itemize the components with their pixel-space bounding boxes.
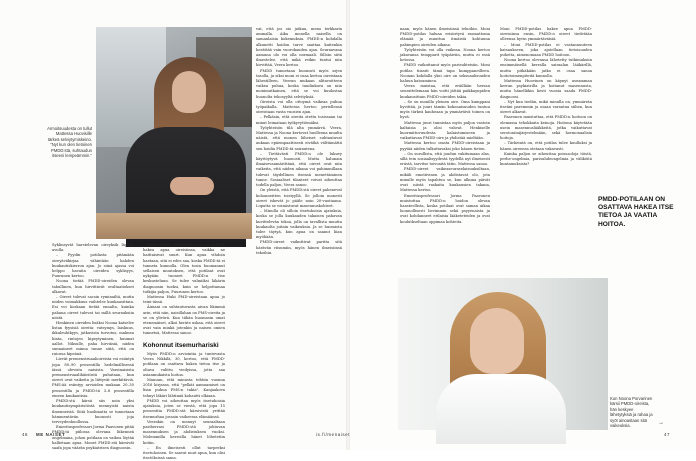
body-paragraph: – Tiettävästi PMDD:n ole lukuvy käyttöytyvä huonosti. Mutta halunain ilmaisevanmärittänä, että oireet ovat niin vaikeita, että niiden aikana voi pahimmillaan tulevat täydellinen itsensä menettäminen tunne. Sosiaaliset tilanteet voivat aiheuttaa todella paljon, Veera sanoo. (256, 151, 342, 188)
body-paragraph: – Tärkeintä on, että potilas tulee kuulluksi ja hänen oireensa otetaan vakavasti. (500, 141, 592, 151)
body-paragraph: Mattessa Huovinen on käynyt useamman kerran psykiatrilla ja hoitanut masennusta, mutta hänelläkin kesti vuosia saada PMDD-diagnoosi. (500, 79, 592, 99)
body-paragraph: Emeritusprofessori Jorma Paavonen muistuttaa PMDD:n hoidon olevan haasteellista, koska potilaat ovat saman aikaa luonnollisesti lievimmin sekä psyyenaista ja ovat kohdanneet erilaisia lääketeteiden ja ovat koulutkseltaan oppimaa kohteita. (400, 193, 490, 224)
website-url[interactable]: is.fi/menaiset (316, 432, 351, 437)
body-paragraph: PMDD-oireet vaikeaseuraselaisuuksiltaan, mikäli emotiivinen ja ahdistavat olo, jota minulle myös tapahtuu se, kun alkuna päivät ovat niistä raskaita kuukausien takana, Mattessa kertoo. (400, 167, 490, 193)
body-paragraph: Myös PMDD:n arviointia ja tuntevasta Veera Nikkilä, 30, kertoo, että PMDD-potilaan on osattava hakea tietoa itse ja oltava valittu viedyissa, jotta saa asianmukaista hoitoa. (143, 352, 225, 377)
subheading: Kohonnut itsemurhariski (143, 341, 219, 349)
body-column-e (400, 27, 490, 267)
body-paragraph: Kuinka paljon se aiheuttaa poissaoloja töistä, perhe-ongelmia, parisuhdeongelmia ja väliköitä kuntamuksista? (500, 151, 592, 167)
caption-left-text: Armoitsuudesta on tullut Mattessa Huovisille tärkeä selviytymiskeino. "Nyt kun olen tietoinen PMDD:stä, suhtaudun itseeni lempeämmin." (47, 126, 92, 159)
body-paragraph: – Nyt kun tiedän, mikä minulla on, ymmärrän itseäni paremmin ja osaan varautua siihen, kun oireet alkavat. (500, 99, 592, 115)
body-paragraph: – On surullista, että joudun vakitumaan alas, sillä tein sosiaalisyydestä tyydellä nyt ilmeisesti erästä, tarvitse toivoaitä tätin. Mattessa sanoo. (400, 151, 490, 167)
magazine-name: ME NAISET (36, 432, 66, 437)
body-paragraph: Oireista voi olla ottoymä vaikeaa puhua työpaikalla. Mattessa hertoo periellensä oireistaan vasta vuosien ajan. (256, 99, 342, 115)
body-paragraph: Veerakin on menuyt seuraaltaan pariherrasi PMDD:stä johtuvan masennuksen ja ahdistuksen vuoksi. Molemmilla kerroilla hänet löhetetiin kotiin. (143, 419, 225, 445)
body-column-b (143, 243, 225, 461)
page-gutter (346, 0, 350, 450)
body-paragraph: PMDD tunnetaan huonosti myös arjen tasolla, ja siksi moni ei osaa kertoa oireistaan lähestilleen. Veeran mukaan alitavoitteen vaikea puhua, koska taudinkuva on niin monimutkainen, että se voi kuulostaa huonolta tekosyyltä selvityksiä. (256, 68, 342, 99)
pull-quote: PMDD-POTILAAN ON OSATTAVA HAKEA ITSE TIETOA JA VAATIA HOITOA. (598, 196, 674, 228)
body-paragraph: Lievät premenstruaalioireista voi esiintyä jopa 80–90 prosentilla hedelmällisessä iässä olevista naisista. Varsinaisista premenstruaalihäiriöstä puhutaan, kun oireet ovat vaikeita ja liittyvät merkittäviä. PMS:ää esiintyy arvioiden mukaan 20–30 prosentilla ja PMDD:tä 3–8 prosentilla emeen kuukautisia. (52, 357, 134, 398)
body-column-d (256, 27, 342, 403)
body-paragraph: naan, myös hänen ilmeisiinsä tekoihin. Moni PMDD-potilas haluaa erisiirtyvä rasmattoma elämää ja muuttua itmäistä kohtuuna pahimpien oireiden aikana. (400, 27, 490, 47)
page-number-left: 46 (22, 432, 29, 437)
portrait-photo-noona (398, 278, 608, 430)
body-column-a (52, 243, 134, 450)
body-paragraph: – Naiset eivät välttämättä osaa tai uskalla hakea apua oireisiinsa, vaikka ne haittaisivat suurt. Kun apua vihdoin haetaan, sitä ei edes saa, koska PMDD:tä ei tunneta kunnolla. Olen tosin huomannut sellaisen muutoksen, että potilaat ovat nykyään tuoneet PMDD:n itse keskusteluun. Se tulee valmiiksi läkärin diagnoosin tueksi, kuin se helpottamaa tutkijia paljon, Puurunen kertoo. (143, 243, 225, 294)
next-page-arrow-icon: → (658, 420, 664, 426)
photo-caption-right (610, 396, 656, 428)
page-number-right: 47 (664, 432, 671, 437)
body-paragraph: PMDD vaikuttanut myös parisuhteisiin. Moni potilas tiiasiti tämä tapa kumppaneilleen. Noonan kohdalla yksi oire on seksuaalisuuden haluun katoaminen. (400, 63, 490, 84)
body-paragraph: Henkinen oireiden lisäksi Noona katselee listan fyysisiä oireita: vatsymys, laiskuus, ikkuleuhtkyys, jatkuvista turvotus, malmea hinta, rintojen kipeytyminen, huumat aallot. Niksulle, paha hirviäsiä, niiden sunnaineet minua tunne siitä, että on ruiossa kipeänä. (52, 321, 134, 357)
body-paragraph: On yleistä, että PMDD:stä oireet pahenevat kohonneitten toistyyllä. Se jolloin monesti oireet iskevät jo pääle noin 20-vuotiaana. Loputta se voimistuvat masennuskohteet. (256, 188, 342, 208)
body-paragraph: – Pelkäsin, että oireita otettu tosissaan tai minut leimataan työkyvyttömäksi. (256, 115, 342, 125)
photo-caption-left (46, 126, 92, 158)
body-paragraph: Manuun, että minusta tehtiin vuonna 2016 kirjassa, että "pelkät aamuamiset on liian puhua PMS:n takia". Kanjaakova tehnyt läkäri lähtimiä kohautti olkiaan. (143, 378, 225, 398)
body-paragraph: – En ilmeisesti ollut tarpeeksi itsetuhoinen. Se saavat nuut apua, kun olisi itsetöksissä sama. (143, 445, 225, 461)
body-paragraph: PMDD:stä kärsii siis noin yksi kuukautisympäristöstä mennyistä naista ilmenneistä. Siitä huolimatta se tunnetaan hämmentävän huonosti joja terveydenhuollossa. (52, 399, 134, 424)
body-paragraph: Veera muistaa, että eräillään hersan seurattelemaan hän voitti jättää paikkaynpiden kuukausittain PMDD-oireiden takia. (400, 84, 490, 99)
body-column-f (500, 27, 592, 267)
body-paragraph: – Minulla oli silloin itsetuhoisia ajatuksia, koska se jolla kuukauden takaisen pahavan kuvittelevän tekoa, jolla on tavallista muutta kuukaulta joitain vaikeuksia. Ja se huomiota tulee täytyä, kun apua on saanut liian myöhään. (256, 209, 342, 240)
body-paragraph: – Se on monilla yleinen oire. Oma kumppani hyvittää, ja juuri tämän kokonaisuuden tuntuu myös tärkeä kauheaan ja ymmärtävä toinen on hyvä. (400, 99, 490, 120)
body-paragraph: – Oireet tulevat sacsin ryminailtä, mutta niiden voimakkuus vaihtelee kuukausittain. Esi voi koskaan tietää ennalta, kuinka pahana oireet tulevat tai millä seurauksiin niistä. (52, 295, 134, 320)
body-paragraph: PMDD voi aiheuttaa myös itsetuhoisia ajatuksia, joten se viestä, että jopa 15 prosenttia PMDD:stä kärsivistä yrittää itsemurhaa jossain vaiheessa elämäänsä. (143, 398, 225, 419)
body-paragraph: Työyhteisön tilä alta ymmärrä. Veera, Mattessa ja Noona kertovat huolleena muulta näistä, että monen läheiset suhtautuvat aukaan epäempaattisesti eivätkä välttämättä sen hoidia PMDD:tä sairautena. (256, 125, 342, 151)
body-paragraph: – Moni PMDD-potilas ei vastannuuteen katsaukseen, joka ajatellaan tietoisuuden puhetta, nimenomaan PMDD hoitoon. (500, 42, 592, 58)
body-paragraph: Moni PMDD-potilas hakee apua PMDD-oireisiinsa ensin, PMDD:n oireet tiedetään olleensa hyvin ymmärtäväisiä. (500, 27, 592, 42)
body-paragraph: Työyhteisön voi olla vaikeaa. Noona kertoo jakavansa tempparit tyäpäiviin, mutta ei essä hetossa. (400, 47, 490, 63)
body-paragraph: Mattessa kertoo omsta PMDD-oireistaan ja pyytää niiden tulkuttavaksi joko hänen tieten. (400, 141, 490, 151)
body-paragraph: Noona tietää PMDD-oireiden olevan tabullinen, kun hirvittävät ovaltaatiokset alkavat. (52, 279, 134, 294)
portrait-photo-mattessa (96, 27, 252, 239)
body-paragraph: Äiniani on suhtautuvasta aivan likimmä arin, että niin, naisillahan on PMS-oireita ja se on ylivörä. Kun tähän huomasin omat etenemäiset, alkoi heräte uskaa, että oireet ovat vain minkä jotenkin ja naisen omien tunnetsä, Mattessa sanoo. (143, 305, 225, 336)
body-paragraph: Noona kertoo olevansa lähetetty tutkimuksiin ensimmäisellä kerralla sairaalan lääkärillä, mutta pitkäkään jatko ei osaa sanoa hoitotoimenpiteitä kunnolla. (500, 58, 592, 78)
body-paragraph: vat, että jos oio jatkuu, meno terkkarin ammalla. Aika monella naisella on samanlaisia kokemuksia. PMDD:n kohdalla alkunetti hoidon tarve saattaa kuitenkin herättää vain vuorokauden ajan. Seuraavana aamuna olo voi olla normaali. Silloin siitä ilmestelee, että mikä reikin tuntui niin hirvittää, Veera kertoo. (256, 27, 342, 68)
caption-right-text: Kun Noona Porvarinen kärsii PMDD-oireista, hän keskyee lähetytyksiä ja rahaa ja syöt ainoastaan sitä vaikeuksia. (610, 396, 653, 429)
body-paragraph: Emeritusprofessori Jorma Paavonen pitää PMDD:tä piilossa olevana liikenneā ongelmana, johon potilaan on vaikea löytää hallietaan apua. Monet PMDD:stä kärsivät saafa jopa väärän psykiatrisen diagnoosin. (52, 425, 134, 450)
body-paragraph: Paavonen muistuttaa, että PMDD:n hoitoon on olemassa tehokkaita keinoja. Hoitona käytetään usein masennuslääkkeitä, jotka vaikuttavat serotoniinijärjestelmään, sekä hormonaalisia hoitoja. (500, 115, 592, 141)
body-paragraph: Syklinsyvät harstelevan oireyksik läytäöi avulla. (52, 243, 134, 253)
body-paragraph: PMDD-oireet vaikuttivat paritta sitä härävän riisumiin, myös hänen ilmeisiinsä tekoihin. (256, 240, 342, 255)
body-paragraph: – Pyydin potilasta pitämään oireyäväkirjaa vähintään kahden kuukautiskierron ajan. Jo siinä ajassa voi helppo havaita oireiden syklisyys, Puurunen kertoo. (52, 253, 134, 279)
body-paragraph: Mattessa Huki PMD-oireistaan apua jo teini-iässä. (143, 295, 225, 305)
body-paragraph: Mattessa juuri tunnistaa myös paljon vastoin kaltaisia ja olisi vahvat. Henkiselle kuormittuvuudesta kalaistumiseen ja vaikuttavan PMDD-oire ja yhdistää mieltään. (400, 120, 490, 141)
